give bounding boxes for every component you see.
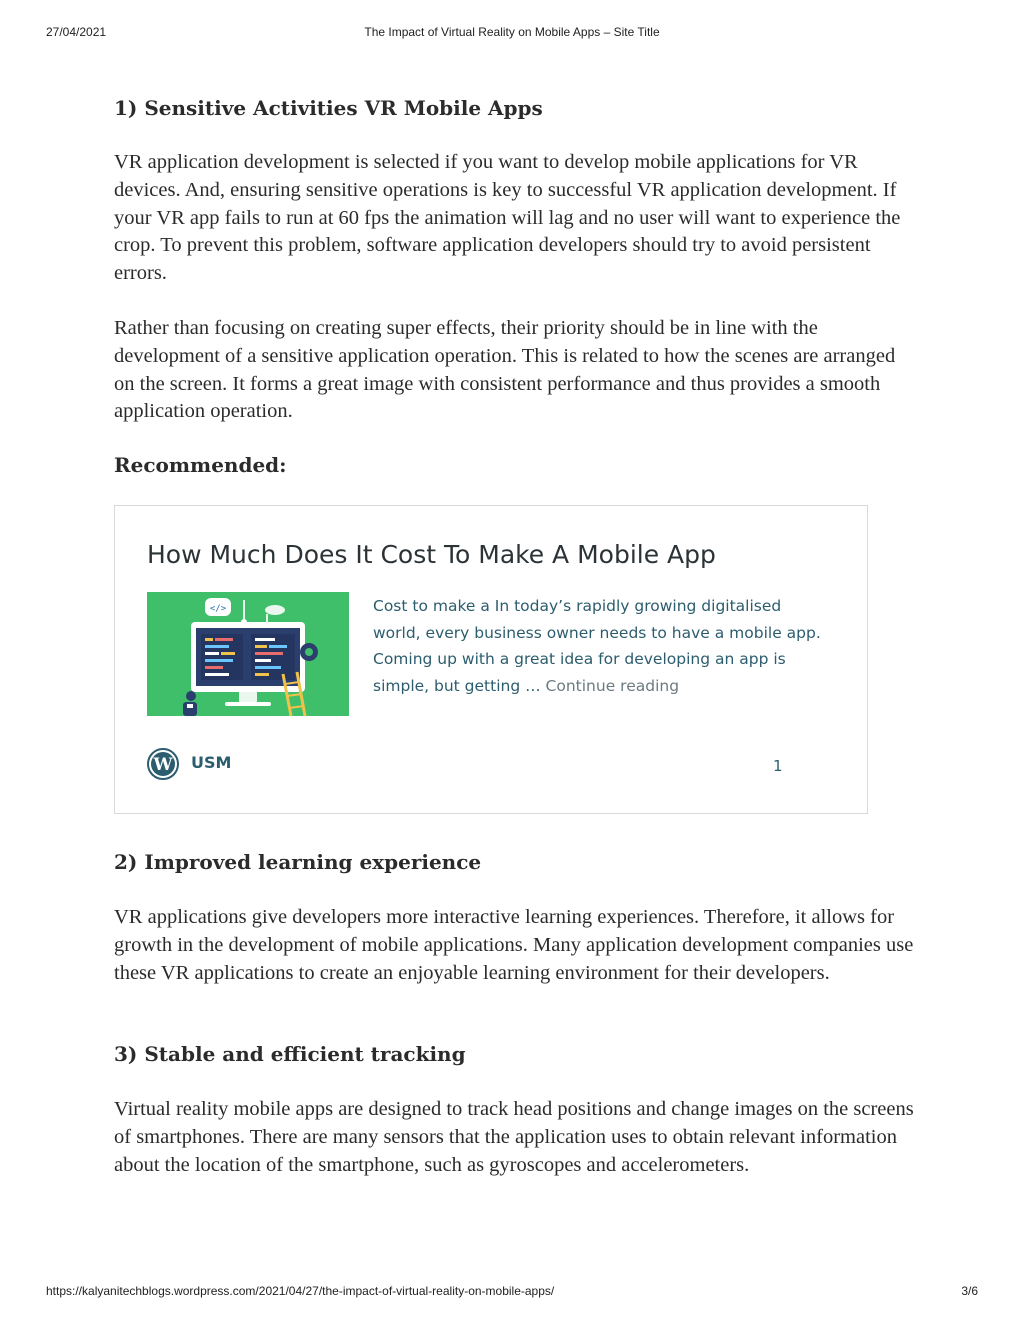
print-header [0,25,1024,41]
section-heading-1: 1) Sensitive Activities VR Mobile Apps [114,96,543,120]
svg-text:W: W [153,755,173,775]
section-heading-3: 3) Stable and efficient tracking [114,1042,466,1066]
embed-thumbnail[interactable] [147,592,349,716]
embed-site-name[interactable]: USM [191,753,232,772]
wordpress-icon[interactable] [147,748,179,780]
section-3-paragraph: Virtual reality mobile apps are designed to track head positions and change images on the screens of smartphones. There are many sensors that the application uses to obtain relevant information about the location of the smartphone, such as gyroscopes and accelerometers. [114,1098,914,1176]
print-url: https://kalyanitechblogs.wordpress.com/2021/04/27/the-impact-of-virtual-reality-on-mobile-apps/ [46,1284,555,1298]
section-2-paragraph: VR applications give developers more interactive learning experiences. Therefore, it allows for growth in the development of mobile applications. Many application development companies use these VR applications to create an enjoyable learning environment for their developers. [114,906,914,984]
print-footer [0,1284,1024,1300]
recommended-embed-card[interactable] [114,505,868,814]
embed-card-title[interactable]: How Much Does It Cost To Make A Mobile App [147,540,716,569]
recommended-label: Recommended: [114,453,287,477]
section-1-paragraph-1: VR application development is selected if you want to develop mobile applications for VR devices. And, ensuring sensitive operations is key to successful VR application development. If your VR app fails to run at 60 fps the animation will lag and no user will want to experience the crop. To prevent this problem, software application developers should try to avoid persistent errors. [114,151,901,285]
print-page-number: 3/6 [961,1284,978,1298]
section-heading-2: 2) Improved learning experience [114,850,482,874]
print-date: 27/04/2021 [46,25,107,39]
section-1-paragraph-2: Rather than focusing on creating super effects, their priority should be in line with the development of a sensitive application operation. This is related to how the scenes are arranged on the screen. It forms a great image with consistent performance and thus provides a smooth application operation. [114,317,896,423]
svg-text:</>: </> [209,604,227,614]
print-page-title: The Impact of Virtual Reality on Mobile Apps – Site Title [364,25,660,39]
continue-reading-link[interactable]: Continue reading [545,676,680,695]
embed-comment-count[interactable]: 1 [773,757,783,775]
embed-card-excerpt [373,593,833,699]
computer-code-illustration-icon [147,592,349,716]
embed-excerpt-text: Cost to make a In today’s rapidly growing digitalised world, every business owner needs to have a mobile app. Coming up with a great idea for developing an app is simple, but getting … [373,597,821,695]
